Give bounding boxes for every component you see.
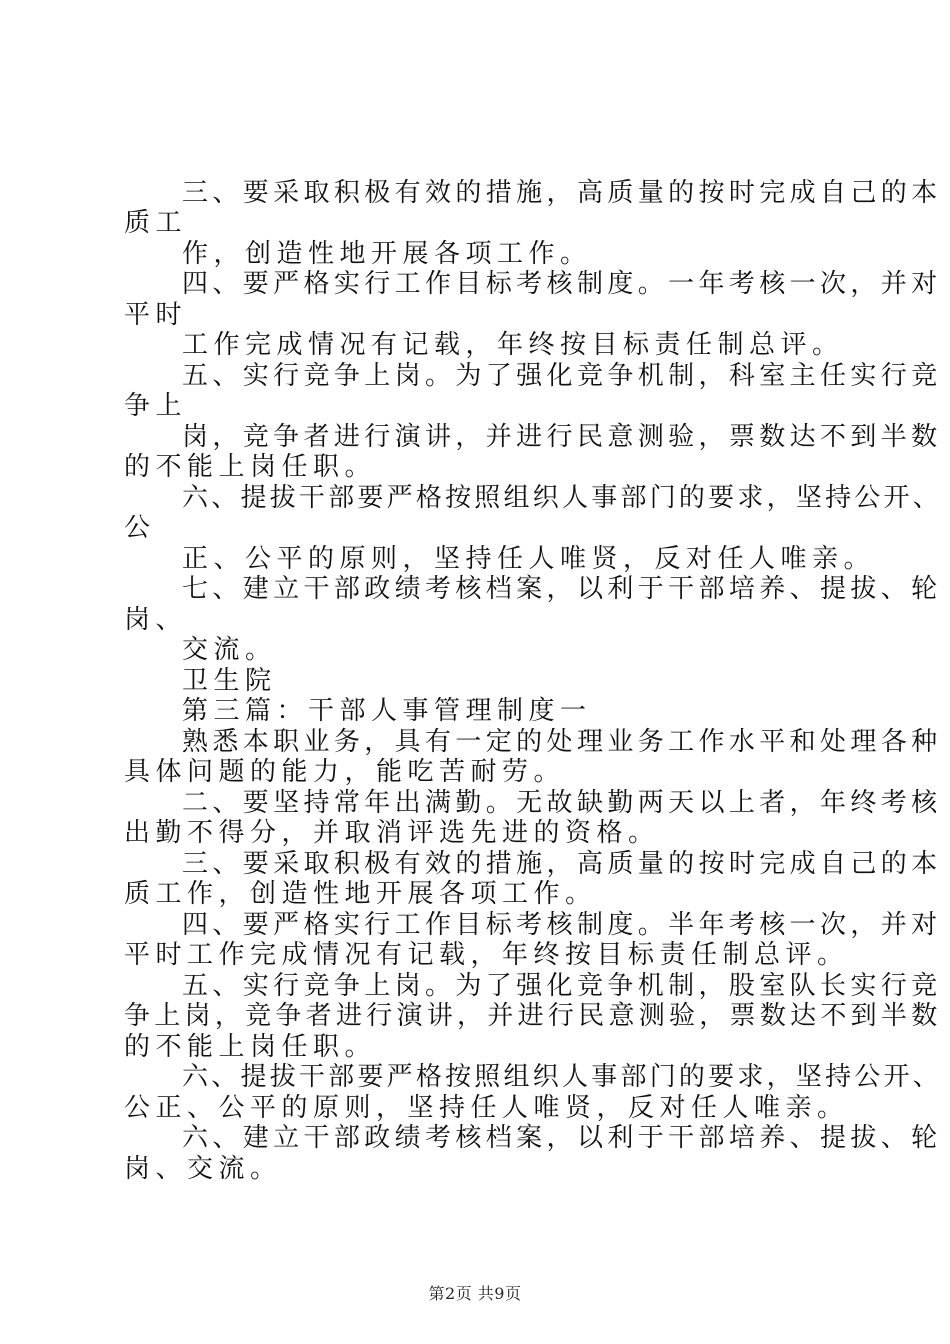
text-line: 七、建立干部政绩考核档案，以利于干部培养、提拔、轮 <box>182 574 942 604</box>
text-line: 正、公平的原则，坚持任人唯贤，反对任人唯亲。 <box>182 544 876 574</box>
page-number-footer: 第2页 共9页 <box>428 1284 522 1303</box>
text-line: 六、提拔干部要严格按照组织人事部门的要求，坚持公开、 <box>182 483 943 513</box>
text-line: 二、要坚持常年出满勤。无故缺勤两天以上者，年终考核 <box>182 788 942 818</box>
text-line: 出勤不得分，并取消评选先进的资格。 <box>124 818 660 848</box>
text-line: 作，创造性地开展各项工作。 <box>182 239 592 269</box>
text-line: 公 <box>124 513 156 543</box>
text-line: 四、要严格实行工作目标考核制度。一年考核一次，并对 <box>182 269 942 299</box>
text-line: 六、建立干部政绩考核档案，以利于干部培养、提拔、轮 <box>182 1123 942 1153</box>
text-line: 五、实行竞争上岗。为了强化竞争机制，科室主任实行竞 <box>182 361 942 391</box>
text-line: 三、要采取积极有效的措施，高质量的按时完成自己的本 <box>182 849 942 879</box>
text-line: 质工 <box>124 208 188 238</box>
text-line: 四、要严格实行工作目标考核制度。半年考核一次，并对 <box>182 910 942 940</box>
text-line: 公正、公平的原则，坚持任人唯贤，反对任人唯亲。 <box>124 1093 849 1123</box>
text-line: 的不能上岗任职。 <box>124 1032 377 1062</box>
text-line: 平时工作完成情况有记载，年终按目标责任制总评。 <box>124 940 849 970</box>
text-line: 交流。 <box>182 635 277 665</box>
text-line: 争上 <box>124 391 188 421</box>
text-line: 岗、交流。 <box>124 1154 282 1184</box>
text-line: 五、实行竞争上岗。为了强化竞争机制，股室队长实行竞 <box>182 971 942 1001</box>
text-line: 岗、 <box>124 605 188 635</box>
section-heading: 第三篇：干部人事管理制度一 <box>182 696 592 726</box>
text-line: 三、要采取积极有效的措施，高质量的按时完成自己的本 <box>182 178 942 208</box>
text-line: 具体问题的能力，能吃苦耐劳。 <box>124 757 566 787</box>
text-line: 平时 <box>124 300 188 330</box>
text-line: 的不能上岗任职。 <box>124 452 377 482</box>
text-line: 熟悉本职业务，具有一定的处理业务工作水平和处理各种 <box>182 727 942 757</box>
text-line: 争上岗，竞争者进行演讲，并进行民意测验，票数达不到半数 <box>124 1001 942 1031</box>
text-line: 卫生院 <box>182 666 277 696</box>
text-line: 岗，竞争者进行演讲，并进行民意测验，票数达不到半数 <box>182 422 942 452</box>
text-line: 工作完成情况有记载，年终按目标责任制总评。 <box>182 330 844 360</box>
text-line: 六、提拔干部要严格按照组织人事部门的要求，坚持公开、 <box>182 1062 943 1092</box>
text-line: 质工作，创造性地开展各项工作。 <box>124 879 597 909</box>
